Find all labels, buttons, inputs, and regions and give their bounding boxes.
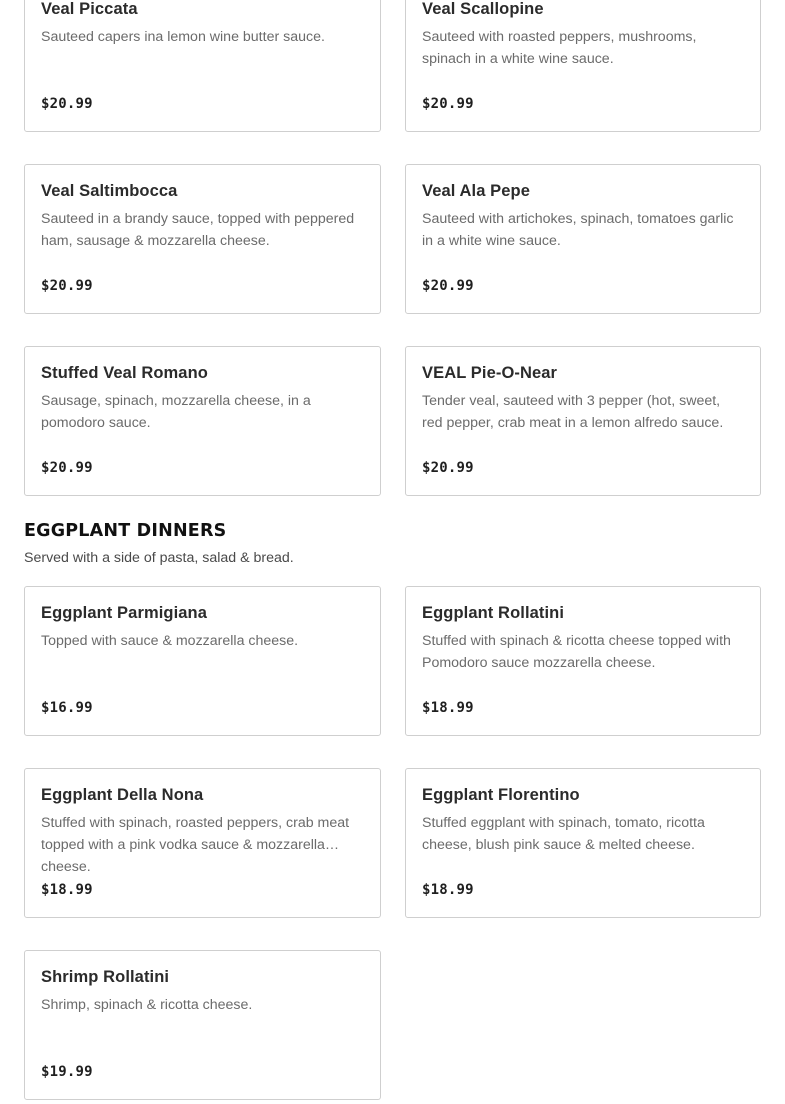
menu-item-price: $19.99 — [41, 1064, 93, 1080]
menu-item-price: $18.99 — [422, 700, 474, 716]
menu-item-name: Veal Piccata — [41, 0, 138, 18]
menu-item-price: $20.99 — [422, 460, 474, 476]
menu-item-price: $20.99 — [422, 96, 474, 112]
menu-item-description: Topped with sauce & mozzarella cheese. — [41, 633, 299, 649]
menu-item-price: $20.99 — [41, 96, 93, 112]
menu-item-description: Sausage, spinach, mozzarella cheese, in a pomodoro sauce. — [41, 393, 311, 431]
section-title: EGGPLANT DINNERS — [24, 521, 227, 541]
menu-item-name: Eggplant Rollatini — [422, 604, 565, 622]
section-subtitle: Served with a side of pasta, salad & bread. — [24, 550, 294, 566]
menu-item-card[interactable] — [24, 164, 381, 314]
menu-item-description: Tender veal, sauteed with 3 pepper (hot, sweet, red pepper, crab meat in a lemon alfredo sauce. — [422, 393, 724, 431]
menu-item-price: $20.99 — [422, 278, 474, 294]
menu-item-description: Stuffed with spinach & ricotta cheese topped with Pomodoro sauce mozzarella cheese. — [422, 633, 731, 671]
menu-item-price: $20.99 — [41, 278, 93, 294]
menu-item-card[interactable] — [24, 586, 381, 736]
menu-item-card[interactable] — [405, 768, 761, 918]
menu-item-card[interactable] — [405, 0, 761, 132]
menu-item-name: Veal Scallopine — [422, 0, 544, 18]
menu-item-name: Eggplant Della Nona — [41, 786, 204, 804]
menu-item-card[interactable] — [24, 346, 381, 496]
menu-item-description: Shrimp, spinach & ricotta cheese. — [41, 997, 253, 1013]
menu-item-description: Sauteed in a brandy sauce, topped with peppered ham, sausage & mozzarella cheese. — [41, 211, 355, 249]
menu-item-description: Stuffed with spinach, roasted peppers, crab meat topped with a pink vodka sauce & mozzarella cheese. — [41, 815, 350, 875]
menu-item-name: Veal Ala Pepe — [422, 182, 531, 200]
menu-item-card[interactable] — [24, 768, 381, 918]
menu-item-name: Shrimp Rollatini — [41, 968, 170, 986]
menu-item-description: Sauteed capers ina lemon wine butter sauce. — [41, 29, 325, 45]
menu-item-price: $16.99 — [41, 700, 93, 716]
menu-item-description: Stuffed eggplant with spinach, tomato, ricotta cheese, blush pink sauce & melted cheese. — [422, 815, 705, 853]
menu-item-card[interactable] — [405, 164, 761, 314]
menu-item-name: Eggplant Florentino — [422, 786, 580, 804]
menu-item-name: Stuffed Veal Romano — [41, 364, 208, 382]
menu-item-card[interactable] — [405, 586, 761, 736]
menu-item-description: Sauteed with artichokes, spinach, tomatoes garlic in a white wine sauce. — [422, 211, 734, 249]
menu-item-name: Eggplant Parmigiana — [41, 604, 208, 622]
menu-item-price: $20.99 — [41, 460, 93, 476]
menu-item-card[interactable] — [24, 950, 381, 1100]
menu-item-card[interactable] — [24, 0, 381, 132]
menu-item-name: VEAL Pie-O-Near — [422, 364, 558, 382]
menu-item-description: Sauteed with roasted peppers, mushrooms, spinach in a white wine sauce. — [422, 29, 697, 67]
menu-item-name: Veal Saltimbocca — [41, 182, 178, 200]
menu-item-card[interactable] — [405, 346, 761, 496]
menu-item-price: $18.99 — [422, 882, 474, 898]
menu-item-price: $18.99 — [41, 882, 93, 898]
